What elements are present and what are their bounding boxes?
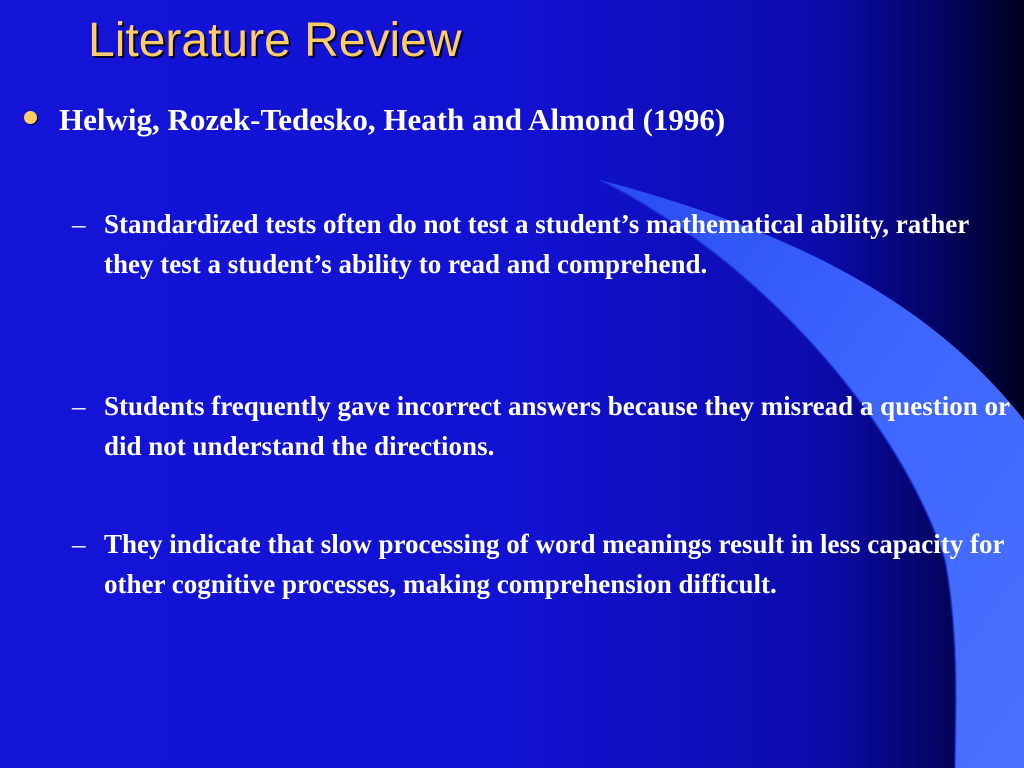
sub-bullet-text: They indicate that slow processing of word meanings result in less capacity for other cognitive processes, making comprehension difficult.: [104, 529, 1005, 599]
sub-bullet-text: Standardized tests often do not test a student’s mathematical ability, rather they test a student’s ability to read and comprehend.: [104, 209, 969, 279]
slide-title: Literature Review: [88, 14, 462, 67]
dash-icon: –: [72, 529, 86, 559]
sub-bullet-2: [72, 386, 1020, 466]
main-bullet: [24, 98, 725, 142]
sub-bullet-text: Students frequently gave incorrect answers because they misread a question or did not understand the directions.: [104, 391, 1010, 461]
dash-icon: –: [72, 209, 86, 239]
sub-bullet-3: [72, 524, 1020, 604]
sub-bullet-1: [72, 204, 1020, 284]
bullet-dot-icon: [24, 111, 37, 124]
main-bullet-text: Helwig, Rozek-Tedesko, Heath and Almond (1996): [59, 102, 726, 137]
dash-icon: –: [72, 391, 86, 421]
